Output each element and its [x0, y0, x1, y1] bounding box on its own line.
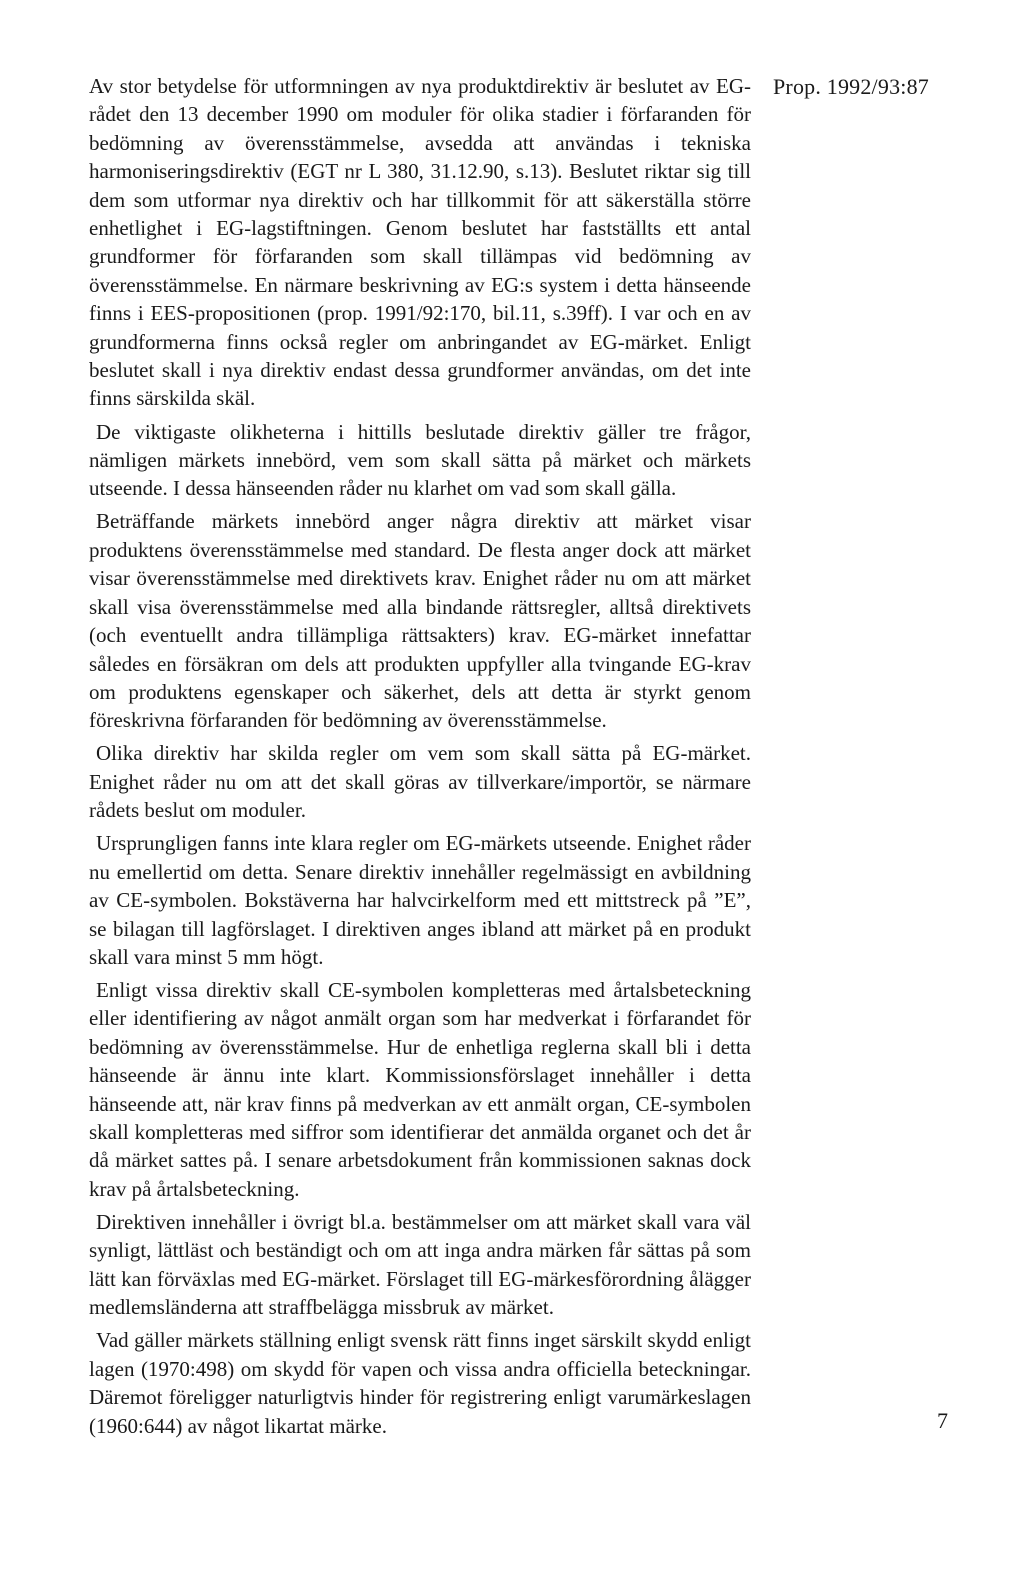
document-body: [89, 72, 751, 1445]
paragraph: Direktiven innehåller i övrigt bl.a. bestämmelser om att märket skall vara väl synligt, lättläst och beständigt och om att inga andra märken får sättas på som lätt kan förväxlas med EG-märket. Förslaget till EG-märkesförordning ålägger medlemsländerna att straffbelägga missbruk av märket.: [89, 1209, 751, 1320]
paragraph: Beträffande märkets innebörd anger några direktiv att märket visar produktens överensstämmelse med standard. De flesta anger dock att märket visar överensstämmelse med direktivets krav. Enighet råder nu om att märket skall visa överensstämmelse med alla bindande rättsregler, alltså direktivets (och eventuellt andra tillämpliga rättsakters) krav. EG-märket innefattar således en försäkran om dels att produkten uppfyller alla tvingande EG-krav om produktens egenskaper och säkerhet, dels att detta är styrkt genom föreskrivna förfaranden för bedömning av överensstämmelse.: [89, 509, 751, 733]
paragraph: Ursprungligen fanns inte klara regler om EG-märkets utseende. Enighet råder nu emellertid om detta. Senare direktiv innehåller regelmässigt en avbildning av CE-symbolen. Bokstäverna har halvcirkelform med ett mittstreck på ”E”, se bilagan till lagförslaget. I direktiven anges ibland att märket på en produkt skall vara minst 5 mm högt.: [89, 831, 751, 969]
paragraph: Vad gäller märkets ställning enligt svensk rätt finns inget särskilt skydd enligt lagen (1970:498) om skydd för vapen och vissa andra officiella beteckningar. Däremot föreligger naturligtvis hinder för registrering enligt varumärkeslagen (1960:644) av något likartat märke.: [89, 1328, 751, 1438]
page-number: 7: [937, 1408, 948, 1433]
paragraph: Av stor betydelse för utformningen av nya produktdirektiv är beslutet av EG-rådet den 13 december 1990 om moduler för olika stadier i förfaranden för bedömning av överensstämmelse, avsedda att användas i tekniska harmoniseringsdirektiv (EGT nr L 380, 31.12.90, s.13). Beslutet riktar sig till dem som utformar nya direktiv och har tillkommit för att säkerställa större enhetlighet i EG-lagstiftningen. Genom beslutet har fastställts ett antal grundformer för förfaranden som skall tillämpas vid bedömning av överensstämmelse. En närmare beskrivning av EG:s system i detta hänseende finns i EES-propositionen (prop. 1991/92:170, bil.11, s.39ff). I var och en av grundformerna finns också regler om anbringandet av EG-märket. Enligt beslutet skall i nya direktiv endast dessa grundformer användas, om det inte finns särskilda skäl.: [89, 74, 751, 411]
paragraph: De viktigaste olikheterna i hittills beslutade direktiv gäller tre frågor, nämligen märkets innebörd, vem som skall sätta på märket och märkets utseende. I dessa hänseenden råder nu klarhet om vad som skall gälla.: [89, 419, 751, 501]
paragraph: Enligt vissa direktiv skall CE-symbolen kompletteras med årtalsbeteckning eller identifiering av något anmält organ som har medverkat i förfarandet för bedömning av överensstämmelse. Hur de enhetliga reglerna skall bli i detta hänseende är ännu inte klart. Kommissionsförslaget innehåller i detta hänseende att, när krav finns på medverkan av ett anmält organ, CE-symbolen skall kompletteras med siffror som identifierar det anmälda organet och det år då märket sattes på. I senare arbetsdokument från kommissionen saknas dock krav på årtalsbeteckning.: [89, 978, 751, 1201]
paragraph: Olika direktiv har skilda regler om vem som skall sätta på EG-märket. Enighet råder nu om att det skall göras av tillverkare/importör, se närmare rådets beslut om moduler.: [89, 741, 751, 823]
document-reference: Prop. 1992/93:87: [773, 74, 929, 99]
